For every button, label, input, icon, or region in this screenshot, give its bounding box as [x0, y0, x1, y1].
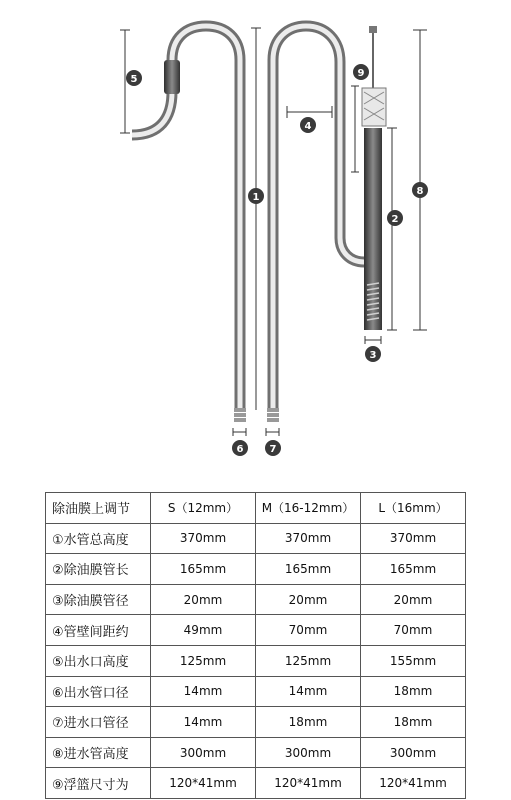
table-row [46, 737, 466, 768]
svg-text:8: 8 [416, 186, 424, 197]
outlet-pipe [132, 26, 246, 422]
inlet-ribbed-end [267, 408, 279, 422]
row-label: ⑤出水口高度 [46, 645, 151, 676]
table-cell: 20mm [151, 584, 256, 615]
outlet-ribbed-end [234, 408, 246, 422]
table-cell: 370mm [361, 523, 466, 554]
header-cell: L（16mm） [361, 493, 466, 524]
table-row [46, 676, 466, 707]
table-cell: 165mm [361, 554, 466, 585]
table-cell: 370mm [151, 523, 256, 554]
badge-6 [232, 440, 248, 456]
table-cell: 120*41mm [256, 768, 361, 799]
table-cell: 125mm [151, 645, 256, 676]
table-cell: 300mm [151, 737, 256, 768]
table-cell: 120*41mm [361, 768, 466, 799]
table-cell: 18mm [256, 707, 361, 738]
badge-5 [126, 70, 142, 86]
table-cell: 70mm [361, 615, 466, 646]
row-label: ④管壁间距约 [46, 615, 151, 646]
table-row [46, 768, 466, 799]
table-row [46, 554, 466, 585]
table-row [46, 615, 466, 646]
header-cell: 除油膜上调节 [46, 493, 151, 524]
row-label: ②除油膜管长 [46, 554, 151, 585]
svg-text:4: 4 [304, 121, 312, 132]
badge-9 [353, 64, 369, 80]
skimmer-tube [364, 128, 382, 330]
svg-text:6: 6 [236, 444, 244, 455]
row-label: ⑧进水管高度 [46, 737, 151, 768]
row-label: ⑥出水管口径 [46, 676, 151, 707]
svg-text:5: 5 [130, 74, 138, 85]
table-cell: 155mm [361, 645, 466, 676]
table-cell: 18mm [361, 707, 466, 738]
table-row [46, 584, 466, 615]
outlet-connector [164, 60, 180, 94]
table-cell: 20mm [361, 584, 466, 615]
table-cell: 70mm [256, 615, 361, 646]
table-cell: 14mm [151, 676, 256, 707]
table-row [46, 707, 466, 738]
table-cell: 18mm [361, 676, 466, 707]
table-cell: 300mm [361, 737, 466, 768]
svg-text:3: 3 [369, 350, 377, 361]
badge-2 [387, 210, 403, 226]
badge-7 [265, 440, 281, 456]
row-label: ③除油膜管径 [46, 584, 151, 615]
svg-text:9: 9 [357, 68, 365, 79]
row-label: ⑨浮篮尺寸为 [46, 768, 151, 799]
table-cell: 300mm [256, 737, 361, 768]
spec-table [45, 492, 466, 799]
table-row [46, 645, 466, 676]
row-label: ①水管总高度 [46, 523, 151, 554]
header-cell: S（12mm） [151, 493, 256, 524]
table-cell: 165mm [151, 554, 256, 585]
badge-3 [365, 346, 381, 362]
table-cell: 49mm [151, 615, 256, 646]
svg-text:1: 1 [252, 192, 260, 203]
table-cell: 14mm [151, 707, 256, 738]
table-row [46, 523, 466, 554]
table-cell: 20mm [256, 584, 361, 615]
svg-text:7: 7 [269, 444, 277, 455]
table-cell: 120*41mm [151, 768, 256, 799]
header-cell: M（16-12mm） [256, 493, 361, 524]
badge-1 [248, 188, 264, 204]
badge-8 [412, 182, 428, 198]
badge-4 [300, 117, 316, 133]
table-cell: 125mm [256, 645, 361, 676]
table-cell: 165mm [256, 554, 361, 585]
table-cell: 370mm [256, 523, 361, 554]
table-cell: 14mm [256, 676, 361, 707]
inlet-pipe [267, 26, 364, 422]
table-header-row [46, 493, 466, 524]
svg-text:2: 2 [391, 214, 399, 225]
row-label: ⑦进水口管径 [46, 707, 151, 738]
